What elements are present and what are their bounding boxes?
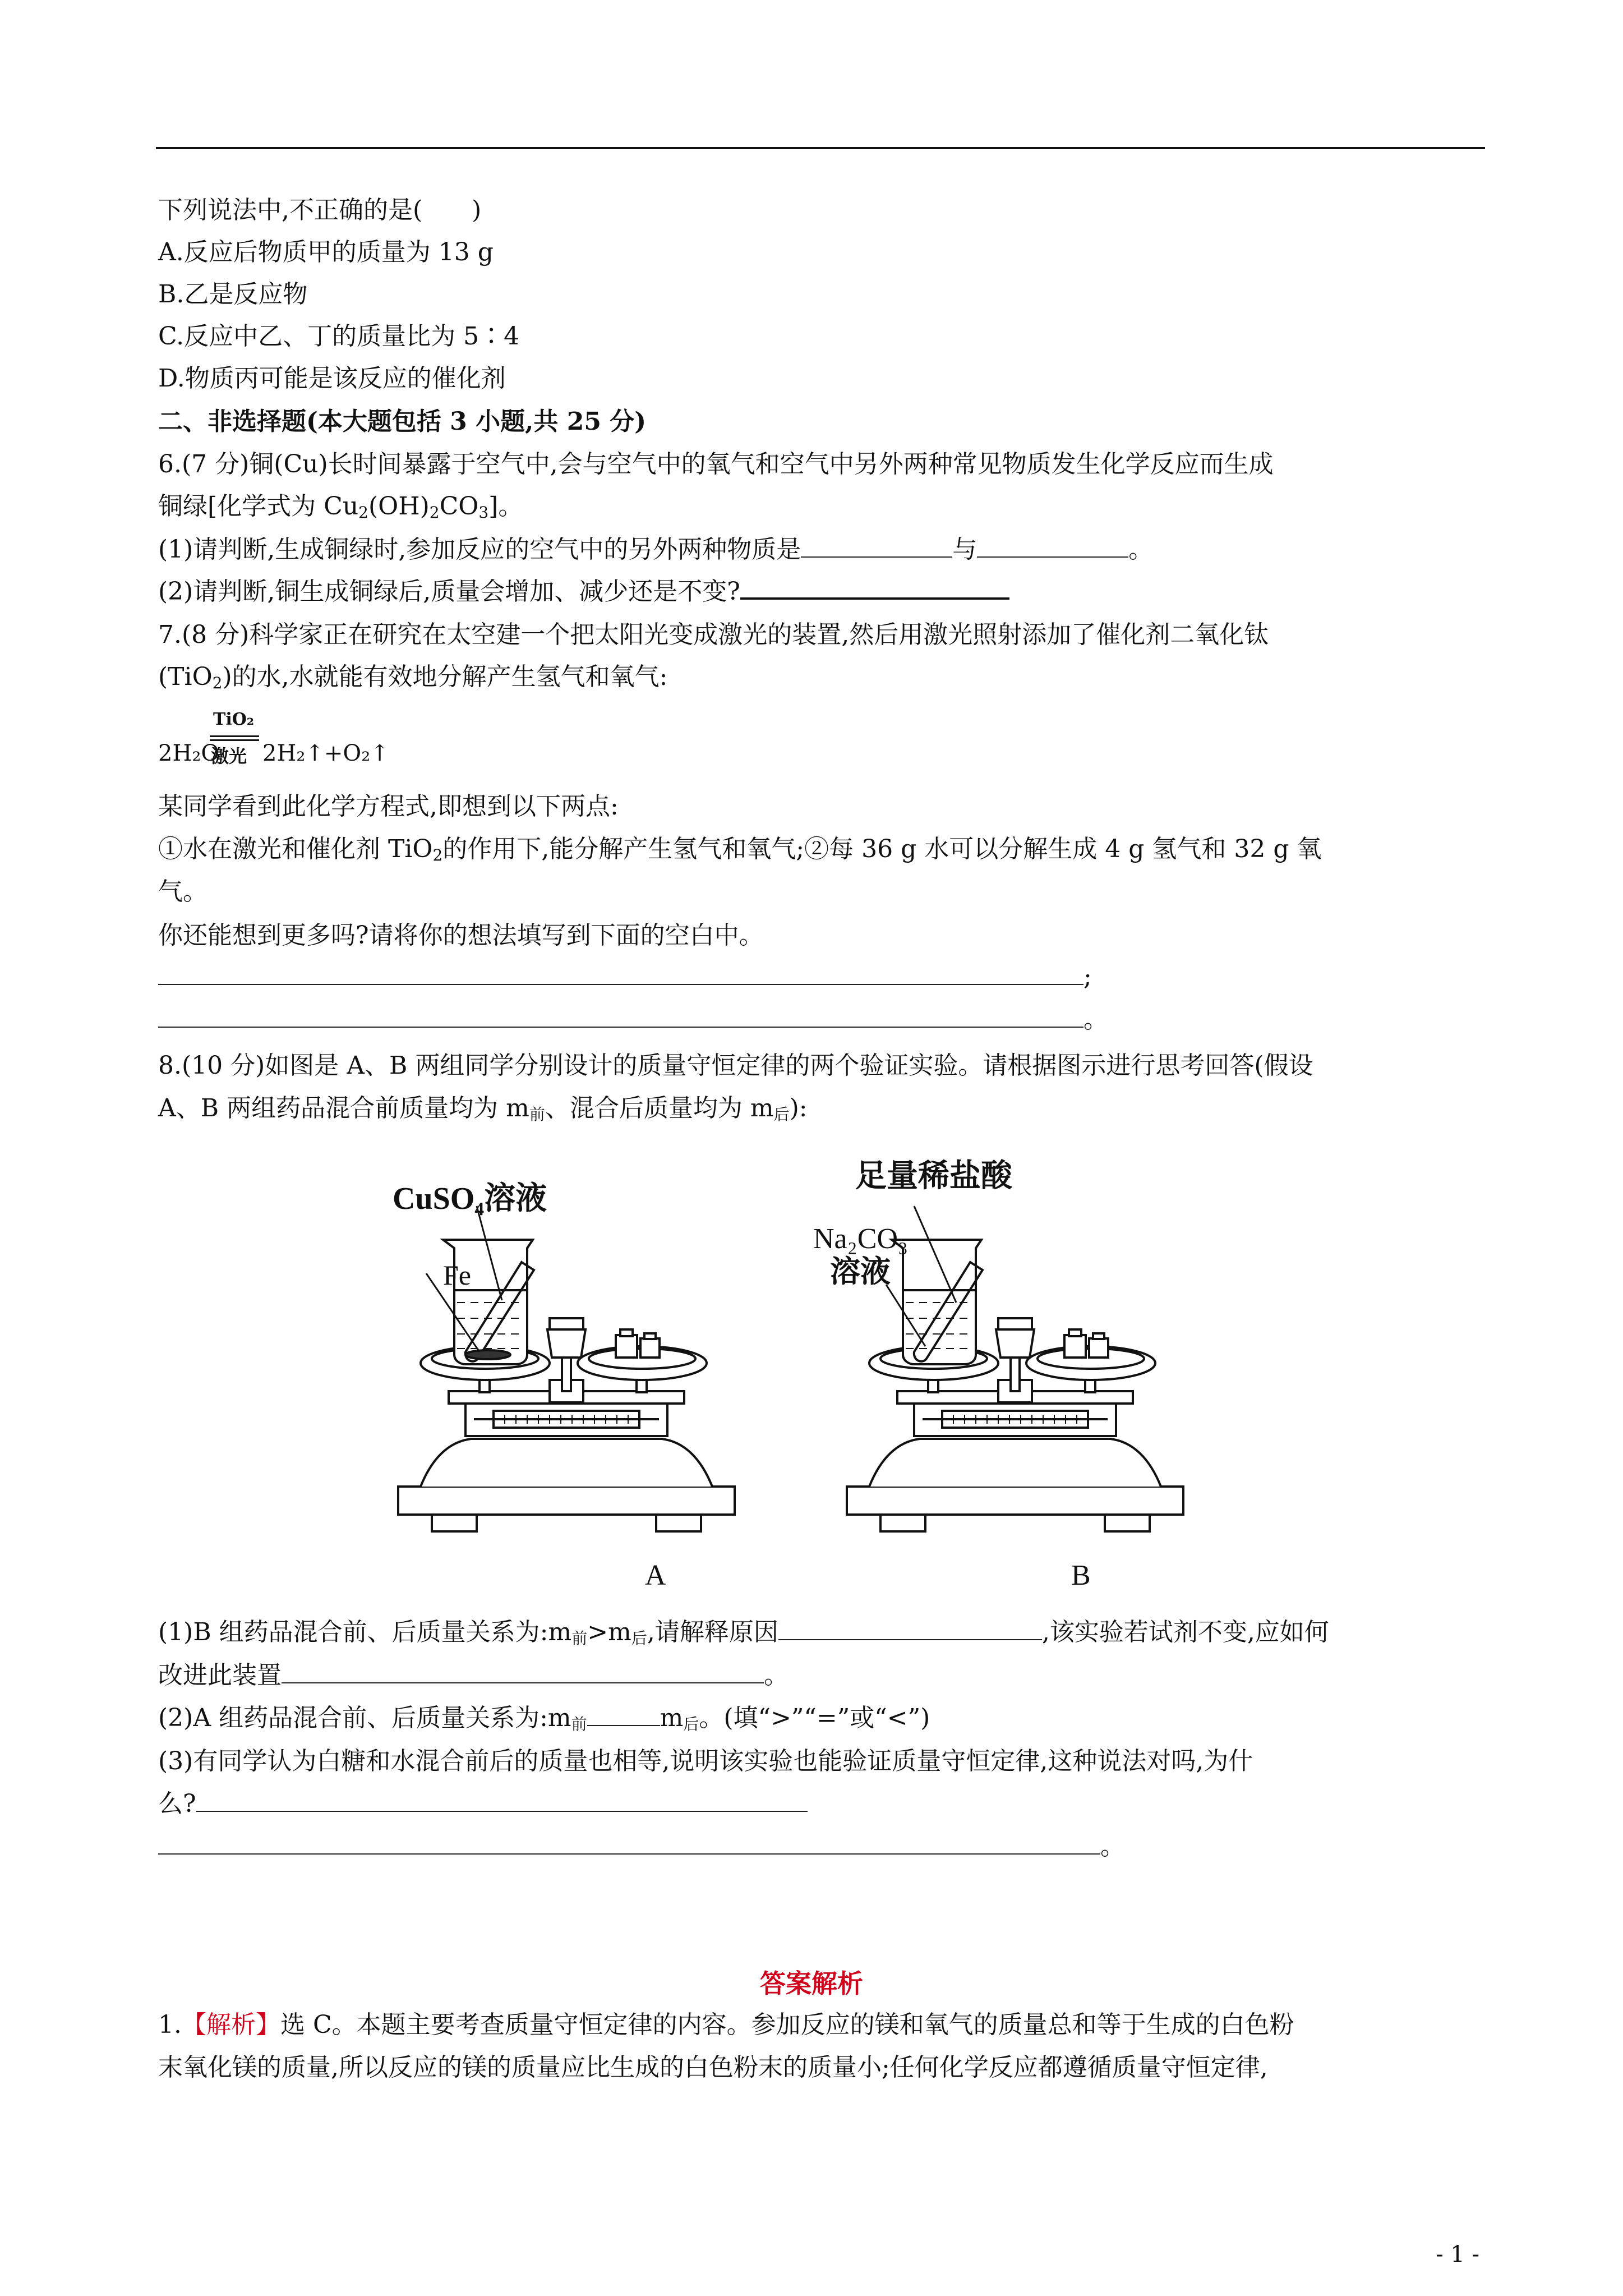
label-fe: Fe xyxy=(443,1259,471,1291)
label-solution: 溶液 xyxy=(830,1255,891,1289)
balance-b xyxy=(847,1206,1183,1531)
label-na2co3: Na₂CO₃ xyxy=(813,1223,909,1255)
q7-line6: 你还能想到更多吗?请将你的想法填写到下面的空白中。 xyxy=(158,921,764,950)
q5-option-d: D.物质丙可能是该反应的催化剂 xyxy=(158,364,506,393)
section-title: 二、非选择题(本大题包括 3 小题,共 25 分) xyxy=(158,407,647,436)
equation-condition: 激光 xyxy=(211,746,247,767)
balance-figure xyxy=(381,1156,1245,1593)
q6-blank-2[interactable] xyxy=(977,534,1128,558)
q8-line1: 8.(10 分)如图是 A、B 两组同学分别设计的质量守恒定律的两个验证实验。请根据图示进行思考回答(假设 xyxy=(158,1051,1313,1080)
q7-blank-1[interactable] xyxy=(158,961,1083,985)
q5-option-c: C.反应中乙、丁的质量比为 5∶4 xyxy=(158,322,520,351)
equation-catalyst: TiO₂ xyxy=(213,710,254,729)
balance-a xyxy=(398,1206,735,1531)
equation-arrow-top xyxy=(210,735,259,737)
q7-line5: 气。 xyxy=(158,877,208,906)
q5-option-a: A.反应后物质甲的质量为 13 g xyxy=(158,238,494,266)
q8-sub3-line3: 。 xyxy=(158,1830,1125,1864)
answer-1-line2: 末氧化镁的质量,所以反应的镁的质量应比生成的白色粉末的质量小;任何化学反应都遵循质量守恒定律, xyxy=(158,2053,1268,2082)
q7-answer-line-2: 。 xyxy=(158,1003,1108,1037)
answers-title: 答案解析 xyxy=(760,1968,863,1999)
q6-sub1: (1)请判断,生成铜绿时,参加反应的空气中的另外两种物质是 与 。 xyxy=(158,535,1154,564)
q7-answer-line-1: ; xyxy=(158,960,1092,994)
label-cuso4: CuSO₄溶液 xyxy=(393,1181,547,1216)
label-hcl: 足量稀盐酸 xyxy=(855,1159,1012,1194)
page-number: - 1 - xyxy=(1436,2242,1479,2267)
q8-blank-5[interactable] xyxy=(158,1831,1100,1855)
q7-line4: ①水在激光和催化剂 TiO$_2$的作用下,能分解产生氢气和氧气;②每 36 g 水可以分解生成 4 g 氢气和 32 g 氧 xyxy=(158,835,1322,864)
q5-stem: 下列说法中,不正确的是( ) xyxy=(158,196,482,224)
q6-blank-1[interactable] xyxy=(801,534,952,558)
q8-blank-3[interactable] xyxy=(587,1703,660,1726)
q8-sub2: (2)A 组药品混合前、后质量关系为$:m_前$ $m_后$。(填“>”“=”或“<”) xyxy=(158,1704,930,1733)
caption-b: B xyxy=(1071,1559,1091,1591)
q8-sub1-line2: 改进此装置 。 xyxy=(158,1661,789,1690)
q7-blank-2[interactable] xyxy=(158,1004,1083,1028)
q8-line2: A、B 两组药品混合前质量均为 $m_前$、混合后质量均为 $m_后$): xyxy=(158,1094,808,1124)
equation-left: 2H₂O xyxy=(158,740,220,766)
equation-right: 2H₂↑+O₂↑ xyxy=(262,740,389,766)
caption-a: A xyxy=(645,1559,666,1591)
q8-sub3-line2: 么? xyxy=(158,1787,808,1821)
analysis-tag: 【解析】 xyxy=(181,2010,280,2039)
q5-option-b: B.乙是反应物 xyxy=(158,280,308,309)
q8-blank-2[interactable] xyxy=(282,1660,764,1683)
q7-line1: 7.(8 分)科学家正在研究在太空建一个把太阳光变成激光的装置,然后用激光照射添加了催化剂二氧化钛 xyxy=(158,620,1269,649)
q7-line3: 某同学看到此化学方程式,即想到以下两点: xyxy=(158,792,619,821)
q8-sub1: (1)B 组药品混合前、后质量关系为$:m_前>m_后$,请解释原因 ,该实验若试剂不变,应如何 xyxy=(158,1618,1329,1648)
q6-blank-3[interactable] xyxy=(740,575,1009,600)
q6-line2: 铜绿[化学式为 $Cu_2(OH)_2CO_3$]。 xyxy=(158,492,523,522)
q8-blank-1[interactable] xyxy=(778,1617,1042,1640)
q7-line2: (TiO$_2$)的水,水就能有效地分解产生氢气和氧气: xyxy=(158,662,668,692)
q6-line1: 6.(7 分)铜(Cu)长时间暴露于空气中,会与空气中的氧气和空气中另外两种常见物质发生化学反应而生成 xyxy=(158,450,1274,478)
answer-1-line1: 1.【解析】选 C。本题主要考查质量守恒定律的内容。参加反应的镁和氧气的质量总和等于生成的白色粉 xyxy=(158,2010,1294,2039)
q8-blank-4[interactable] xyxy=(196,1788,808,1812)
q8-sub3-line1: (3)有同学认为白糖和水混合前后的质量也相等,说明该实验也能验证质量守恒定律,这种说法对吗,为什 xyxy=(158,1747,1253,1775)
header-rule xyxy=(156,147,1485,149)
chemical-equation xyxy=(158,710,389,783)
q6-sub2: (2)请判断,铜生成铜绿后,质量会增加、减少还是不变? xyxy=(158,575,1009,609)
